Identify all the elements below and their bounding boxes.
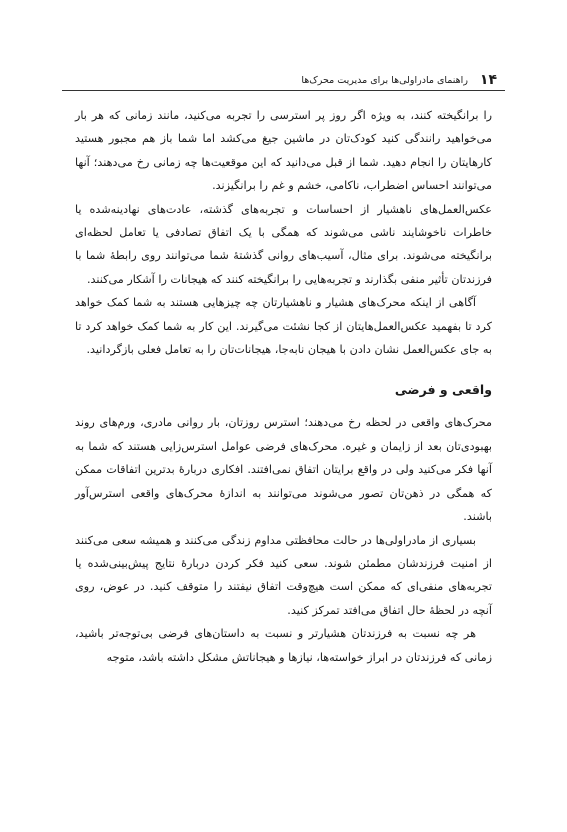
section-heading: واقعی و فرضی — [394, 382, 492, 398]
book-title: راهنمای مادراولی‌ها برای مدیریت محرک‌ها — [301, 74, 468, 86]
paragraph-1: را برانگیخته کنند، به ویژه اگر روز پر استرسی را تجربه می‌کنید، مانند زمانی که هر بار می‌خواهید رانندگی کنید کودک‌تان در ماشین جیغ می‌کشد اما شما باز هم مجبور هستید کارهایتان را انجام دهید. شما از قبل می‌دانید که این موقعیت‌ها چه زمانی رخ می‌دهند؛ آنها می‌توانند احساس اضطراب، ناکامی، خشم و غم را برانگیزند. — [75, 109, 492, 193]
paragraph-5: بسیاری از مادراولی‌ها در حالت محافظتی مداوم زندگی می‌کنند و همیشه سعی می‌کنند از امنیت فرزندشان مطمئن شوند. سعی کنید فکر کردن دربارهٔ نتایج پیش‌بینی‌شده یا تجربه‌های منفی‌ای که ممکن است هیچ‌وقت اتفاق نیفتند را متوقف کنید. در عوض، روی آنچه در لحظهٔ حال اتفاق می‌افتد تمرکز کنید. — [75, 533, 492, 617]
paragraph-3: آگاهی از اینکه محرک‌های هشیار و ناهشیارتان چه چیزهایی هستند به شما کمک خواهد کرد تا بفهمید عکس‌العمل‌هایتان از کجا نشئت می‌گیرند. این کار به شما کمک خواهد کرد تا به جای عکس‌العمل نشان دادن با هیجان نابه‌جا، هیجانات‌تان را به تعامل فعلی بازگردانید. — [75, 296, 492, 357]
paragraph-4: محرک‌های واقعی در لحظه رخ می‌دهند؛ استرس روزتان، بار روانی مادری، ورم‌های روند بهبودی‌تان بعد از زایمان و غیره. محرک‌های فرضی عوامل استرس‌زایی هستند که شما به آنها فکر می‌کنید ولی در واقع برایتان اتفاق نمی‌افتند. افکاری دربارهٔ بدترین اتفاقات ممکن که همگی در ذهن‌تان تصور می‌شوند می‌توانند به اندازهٔ محرک‌های واقعی استرس‌آور باشند. — [75, 416, 492, 524]
header-rule — [62, 90, 505, 91]
paragraph-2: عکس‌العمل‌های ناهشیار از احساسات و تجربه‌های گذشته، عادت‌های نهادینه‌شده یا خاطرات ناخوشایند ناشی می‌شوند که همگی با یک اتفاق تصادفی یا تعامل لحظه‌ای برانگیخته می‌شوند. برای مثال، آسیب‌های روانی گذشتهٔ شما می‌توانند روی رابطهٔ شما با فرزندتان تأثیر منفی بگذارند و تجربه‌هایی را برانگیخته کنند که هیجانات را آشکار می‌کنند. — [75, 202, 492, 286]
body-text — [75, 104, 492, 669]
page-number: ۱۴ — [479, 72, 497, 88]
paragraph-6: هر چه نسبت به فرزندتان هشیارتر و نسبت به داستان‌های فرضی بی‌توجه‌تر باشید، زمانی که فرزندتان در ابراز خواسته‌ها، نیازها و هیجاناتش مشکل داشته باشد، متوجه — [75, 627, 492, 664]
running-head — [70, 71, 497, 89]
